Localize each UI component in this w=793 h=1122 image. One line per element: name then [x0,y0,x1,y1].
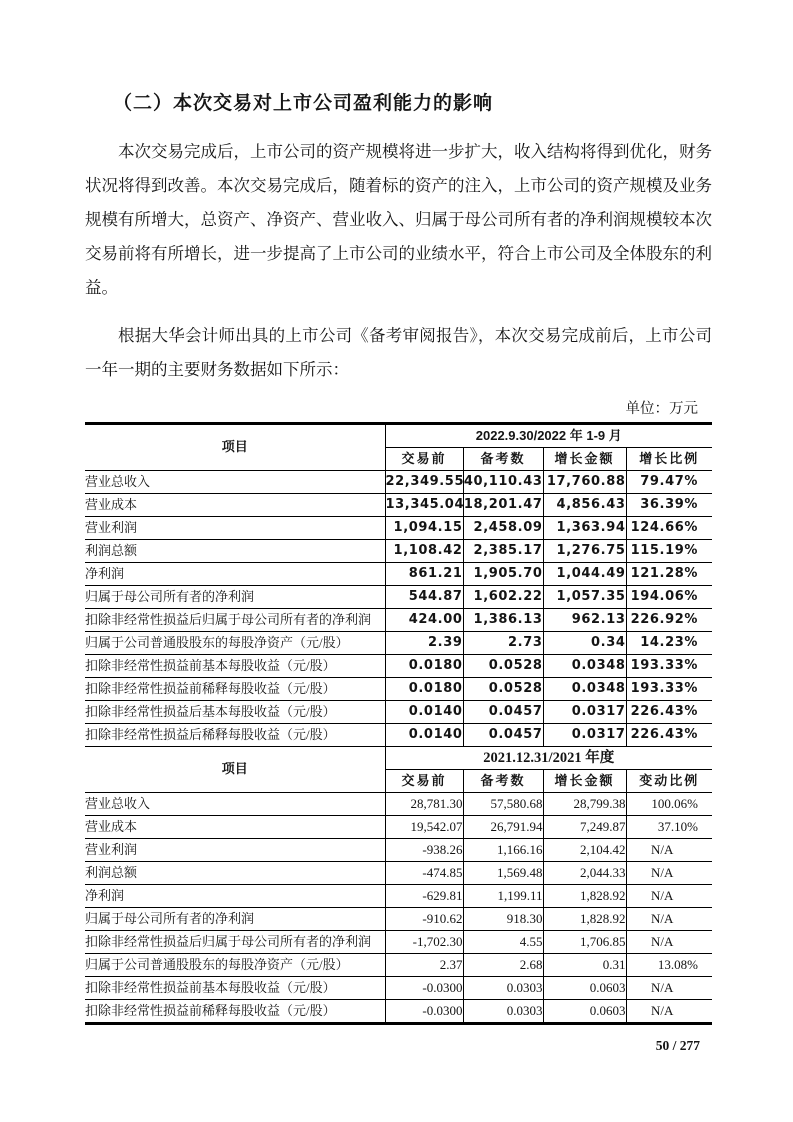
table2-item-header: 项目 [85,747,385,793]
row-label: 营业成本 [85,494,385,517]
cell-value: 1,044.49 [543,563,626,586]
row-label: 扣除非经常性损益后稀释每股收益（元/股） [85,724,385,747]
table2-header [85,747,712,793]
cell-value: 2,104.42 [543,839,626,862]
cell-value: 0.0457 [463,701,543,724]
cell-value: 194.06% [626,586,712,609]
cell-value: 0.0317 [543,724,626,747]
row-label: 营业成本 [85,816,385,839]
table-row [85,816,712,839]
cell-value: 0.0528 [463,655,543,678]
table-row [85,632,712,655]
cell-value: -1,702.30 [385,931,463,954]
cell-value: 0.31 [543,954,626,977]
table2-col-pre: 交易前 [385,770,463,793]
cell-value: 1,386.13 [463,609,543,632]
cell-value: N/A [626,862,712,885]
cell-value: 4,856.43 [543,494,626,517]
table1-col-pre: 交易前 [385,448,463,471]
cell-value: 2.39 [385,632,463,655]
cell-value: 0.0140 [385,724,463,747]
table1-body [85,471,712,747]
cell-value: 26,791.94 [463,816,543,839]
cell-value: 193.33% [626,678,712,701]
cell-value: 121.28% [626,563,712,586]
table-row [85,678,712,701]
table1-col-growth-amount: 增长金额 [543,448,626,471]
cell-value: 1,057.35 [543,586,626,609]
row-label: 营业利润 [85,517,385,540]
table-row [85,586,712,609]
cell-value: 17,760.88 [543,471,626,494]
cell-value: 1,706.85 [543,931,626,954]
page-number: 50 / 277 [655,1038,700,1053]
row-label: 营业总收入 [85,793,385,816]
unit-label: 单位：万元 [625,401,698,417]
cell-value: 226.43% [626,701,712,724]
cell-value: 124.66% [626,517,712,540]
cell-value: 0.0303 [463,1000,543,1024]
row-label: 归属于母公司所有者的净利润 [85,908,385,931]
cell-value: 2.73 [463,632,543,655]
row-label: 利润总额 [85,540,385,563]
row-label: 利润总额 [85,862,385,885]
cell-value: 2,044.33 [543,862,626,885]
cell-value: 0.0457 [463,724,543,747]
cell-value: 193.33% [626,655,712,678]
table-row [85,655,712,678]
cell-value: 22,349.55 [385,471,463,494]
row-label: 扣除非经常性损益后基本每股收益（元/股） [85,701,385,724]
section-heading: （二）本次交易对上市公司盈利能力的影响 [113,93,494,114]
cell-value: 1,569.48 [463,862,543,885]
table-row [85,1000,712,1024]
cell-value: 19,542.07 [385,816,463,839]
cell-value: 28,781.30 [385,793,463,816]
table-row [85,793,712,816]
row-label: 净利润 [85,563,385,586]
cell-value: -910.62 [385,908,463,931]
cell-value: 0.0603 [543,977,626,1000]
cell-value: N/A [626,931,712,954]
cell-value: 115.19% [626,540,712,563]
cell-value: 7,249.87 [543,816,626,839]
table-row [85,954,712,977]
table1-col-growth-ratio: 增长比例 [626,448,712,471]
cell-value: N/A [626,1000,712,1024]
row-label: 扣除非经常性损益前基本每股收益（元/股） [85,655,385,678]
table1-col-proforma: 备考数 [463,448,543,471]
cell-value: 18,201.47 [463,494,543,517]
cell-value: N/A [626,908,712,931]
cell-value: 424.00 [385,609,463,632]
table-row [85,494,712,517]
cell-value: N/A [626,839,712,862]
table-row [85,563,712,586]
cell-value: 2.37 [385,954,463,977]
table-row [85,701,712,724]
cell-value: 0.0180 [385,678,463,701]
table-row [85,471,712,494]
cell-value: 1,363.94 [543,517,626,540]
cell-value: N/A [626,885,712,908]
cell-value: 79.47% [626,471,712,494]
table-row [85,885,712,908]
page-content [85,88,712,1054]
cell-value: 0.0603 [543,1000,626,1024]
row-label: 营业利润 [85,839,385,862]
cell-value: 0.0180 [385,655,463,678]
cell-value: 2,458.09 [463,517,543,540]
cell-value: -0.0300 [385,1000,463,1024]
cell-value: 57,580.68 [463,793,543,816]
cell-value: 0.0348 [543,655,626,678]
cell-value: 0.34 [543,632,626,655]
cell-value: 1,166.16 [463,839,543,862]
cell-value: -0.0300 [385,977,463,1000]
table-row [85,908,712,931]
table-row [85,839,712,862]
cell-value: 28,799.38 [543,793,626,816]
row-label: 净利润 [85,885,385,908]
cell-value: -629.81 [385,885,463,908]
paragraph-impact: 本次交易完成后，上市公司的资产规模将进一步扩大，收入结构将得到优化，财务状况将得到改善。本次交易完成后，随着标的资产的注入，上市公司的资产规模及业务规模有所增大，总资产、净资产、营业收入、归属于母公司所有者的净利润规模较本次交易前将有所增长，进一步提高了上市公司的业绩水平，符合上市公司及全体股东的利益。 [85,142,712,297]
cell-value: 1,108.42 [385,540,463,563]
cell-value: 37.10% [626,816,712,839]
cell-value: 1,094.15 [385,517,463,540]
row-label: 营业总收入 [85,471,385,494]
cell-value: 1,602.22 [463,586,543,609]
table-row [85,609,712,632]
table-row [85,540,712,563]
cell-value: 2.68 [463,954,543,977]
cell-value: 14.23% [626,632,712,655]
cell-value: 1,276.75 [543,540,626,563]
cell-value: 962.13 [543,609,626,632]
cell-value: 0.0317 [543,701,626,724]
cell-value: 918.30 [463,908,543,931]
cell-value: 4.55 [463,931,543,954]
cell-value: 13,345.04 [385,494,463,517]
cell-value: 0.0140 [385,701,463,724]
row-label: 归属于母公司所有者的净利润 [85,586,385,609]
row-label: 扣除非经常性损益前基本每股收益（元/股） [85,977,385,1000]
cell-value: 1,828.92 [543,885,626,908]
table-row [85,931,712,954]
cell-value: 1,905.70 [463,563,543,586]
cell-value: 0.0348 [543,678,626,701]
table2-body [85,793,712,1024]
table2-col-growth-amount: 增长金额 [543,770,626,793]
table-row [85,517,712,540]
table1-item-header: 项目 [85,424,385,471]
row-label: 扣除非经常性损益前稀释每股收益（元/股） [85,1000,385,1024]
table-row [85,862,712,885]
cell-value: 0.0303 [463,977,543,1000]
cell-value: 0.0528 [463,678,543,701]
row-label: 扣除非经常性损益前稀释每股收益（元/股） [85,678,385,701]
cell-value: 13.08% [626,954,712,977]
table-row [85,977,712,1000]
cell-value: 544.87 [385,586,463,609]
row-label: 扣除非经常性损益后归属于母公司所有者的净利润 [85,931,385,954]
cell-value: 1,828.92 [543,908,626,931]
cell-value: 36.39% [626,494,712,517]
cell-value: 100.06% [626,793,712,816]
cell-value: -474.85 [385,862,463,885]
cell-value: 40,110.43 [463,471,543,494]
row-label: 扣除非经常性损益后归属于母公司所有者的净利润 [85,609,385,632]
table-row [85,724,712,747]
table2-col-change-ratio: 变动比例 [626,770,712,793]
cell-value: 2,385.17 [463,540,543,563]
table2-col-proforma: 备考数 [463,770,543,793]
row-label: 归属于公司普通股股东的每股净资产（元/股） [85,632,385,655]
cell-value: 226.92% [626,609,712,632]
row-label: 归属于公司普通股股东的每股净资产（元/股） [85,954,385,977]
cell-value: N/A [626,977,712,1000]
cell-value: 226.43% [626,724,712,747]
cell-value: 1,199.11 [463,885,543,908]
cell-value: 861.21 [385,563,463,586]
financial-comparison-table [85,422,712,1025]
table1-header [85,424,712,471]
paragraph-report-intro: 根据大华会计师出具的上市公司《备考审阅报告》，本次交易完成前后，上市公司一年一期的主要财务数据如下所示： [85,326,712,379]
cell-value: -938.26 [385,839,463,862]
table2-period-header: 2021.12.31/2021 年度 [385,747,712,770]
table1-period-header: 2022.9.30/2022 年 1-9 月 [385,424,712,448]
